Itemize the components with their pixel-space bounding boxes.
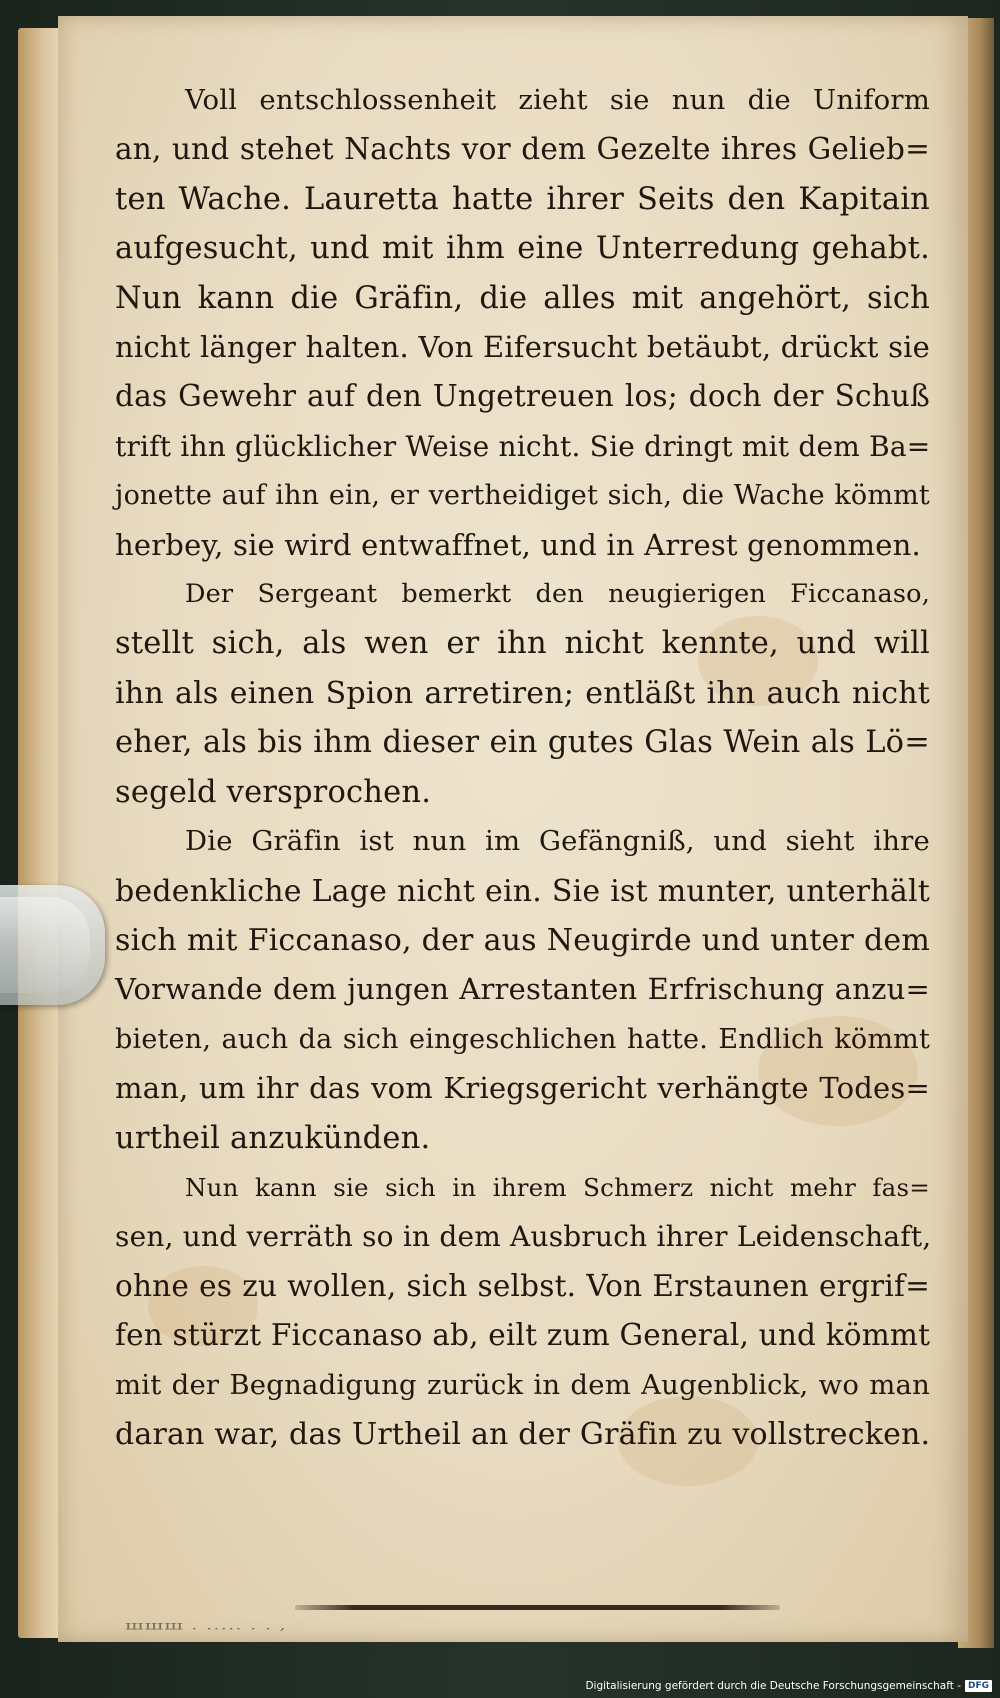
- bleed-through-text: шшш . ..... . . ,: [125, 1618, 287, 1633]
- text-line: eher, als bis ihm dieser ein gutes Glas Wein als Lö=: [115, 725, 930, 761]
- page-stack-left-edge: [18, 28, 62, 1638]
- credit-text: Digitalisierung gefördert durch die Deutsche Forschungsgemeinschaft -: [585, 1680, 961, 1692]
- text-line: herbey, sie wird entwaffnet, und in Arrest genommen.: [115, 527, 921, 562]
- text-line: fen stürzt Ficcanaso ab, eilt zum General, und kömmt: [115, 1318, 931, 1353]
- text-line: segeld versprochen.: [115, 774, 432, 810]
- text-line: aufgesucht, und mit ihm eine Unterredung gehabt.: [115, 231, 930, 267]
- text-line: mit der Begnadigung zurück in dem Augenblick, wo man: [115, 1368, 930, 1401]
- text-line: das Gewehr auf den Ungetreuen los; doch der Schuß: [115, 379, 930, 414]
- text-line: Die Gräfin ist nun im Gefängniß, und sieht ihre: [185, 825, 930, 858]
- text-line: urtheil anzukünden.: [115, 1120, 431, 1156]
- text-line: ihn als einen Spion arretiren; entläßt ihn auch nicht: [115, 675, 930, 711]
- text-line: ten Wache. Lauretta hatte ihrer Seits den Kapitain: [115, 181, 930, 217]
- footer-rule: [295, 1605, 780, 1610]
- text-line: Voll entschlossenheit zieht sie nun die Uniform: [185, 84, 930, 116]
- text-line: bedenkliche Lage nicht ein. Sie ist munter, unterhält: [115, 873, 930, 909]
- text-line: Der Sergeant bemerkt den neugierigen Ficcanaso,: [185, 579, 930, 610]
- digitization-credit: [585, 1680, 992, 1692]
- text-line: sich mit Ficcanaso, der aus Neugirde und unter dem: [115, 922, 930, 958]
- text-line: sen, und verräth so in dem Ausbruch ihrer Leidenschaft,: [115, 1220, 932, 1254]
- text-line: bieten, auch da sich eingeschlichen hatte. Endlich kömmt: [115, 1023, 930, 1055]
- text-line: nicht länger halten. Von Eifersucht betäubt, drückt sie: [115, 330, 930, 365]
- text-line: daran war, das Urtheil an der Gräfin zu vollstrecken.: [115, 1416, 931, 1452]
- page-clip-highlight: [0, 897, 90, 993]
- text-line: an, und stehet Nachts vor dem Gezelte ihres Gelieb=: [115, 132, 930, 167]
- text-line: trift ihn glücklicher Weise nicht. Sie dringt mit dem Ba=: [115, 429, 931, 463]
- page-text: [115, 76, 930, 1459]
- text-line: man, um ihr das vom Kriegsgericht verhängte Todes=: [115, 1071, 930, 1106]
- text-line: Vorwande dem jungen Arrestanten Erfrischung anzu=: [115, 972, 930, 1007]
- text-line: stellt sich, als wen er ihn nicht kennte, und will: [115, 626, 930, 662]
- text-line: jonette auf ihn ein, er vertheidiget sich, die Wache kömmt: [115, 480, 930, 512]
- text-line: ohne es zu wollen, sich selbst. Von Erstaunen ergrif=: [115, 1268, 930, 1303]
- text-line: Nun kann sie sich in ihrem Schmerz nicht mehr fas=: [185, 1172, 930, 1202]
- dfg-logo: DFG: [965, 1680, 992, 1692]
- text-line: Nun kann die Gräfin, die alles mit angehört, sich: [115, 280, 930, 316]
